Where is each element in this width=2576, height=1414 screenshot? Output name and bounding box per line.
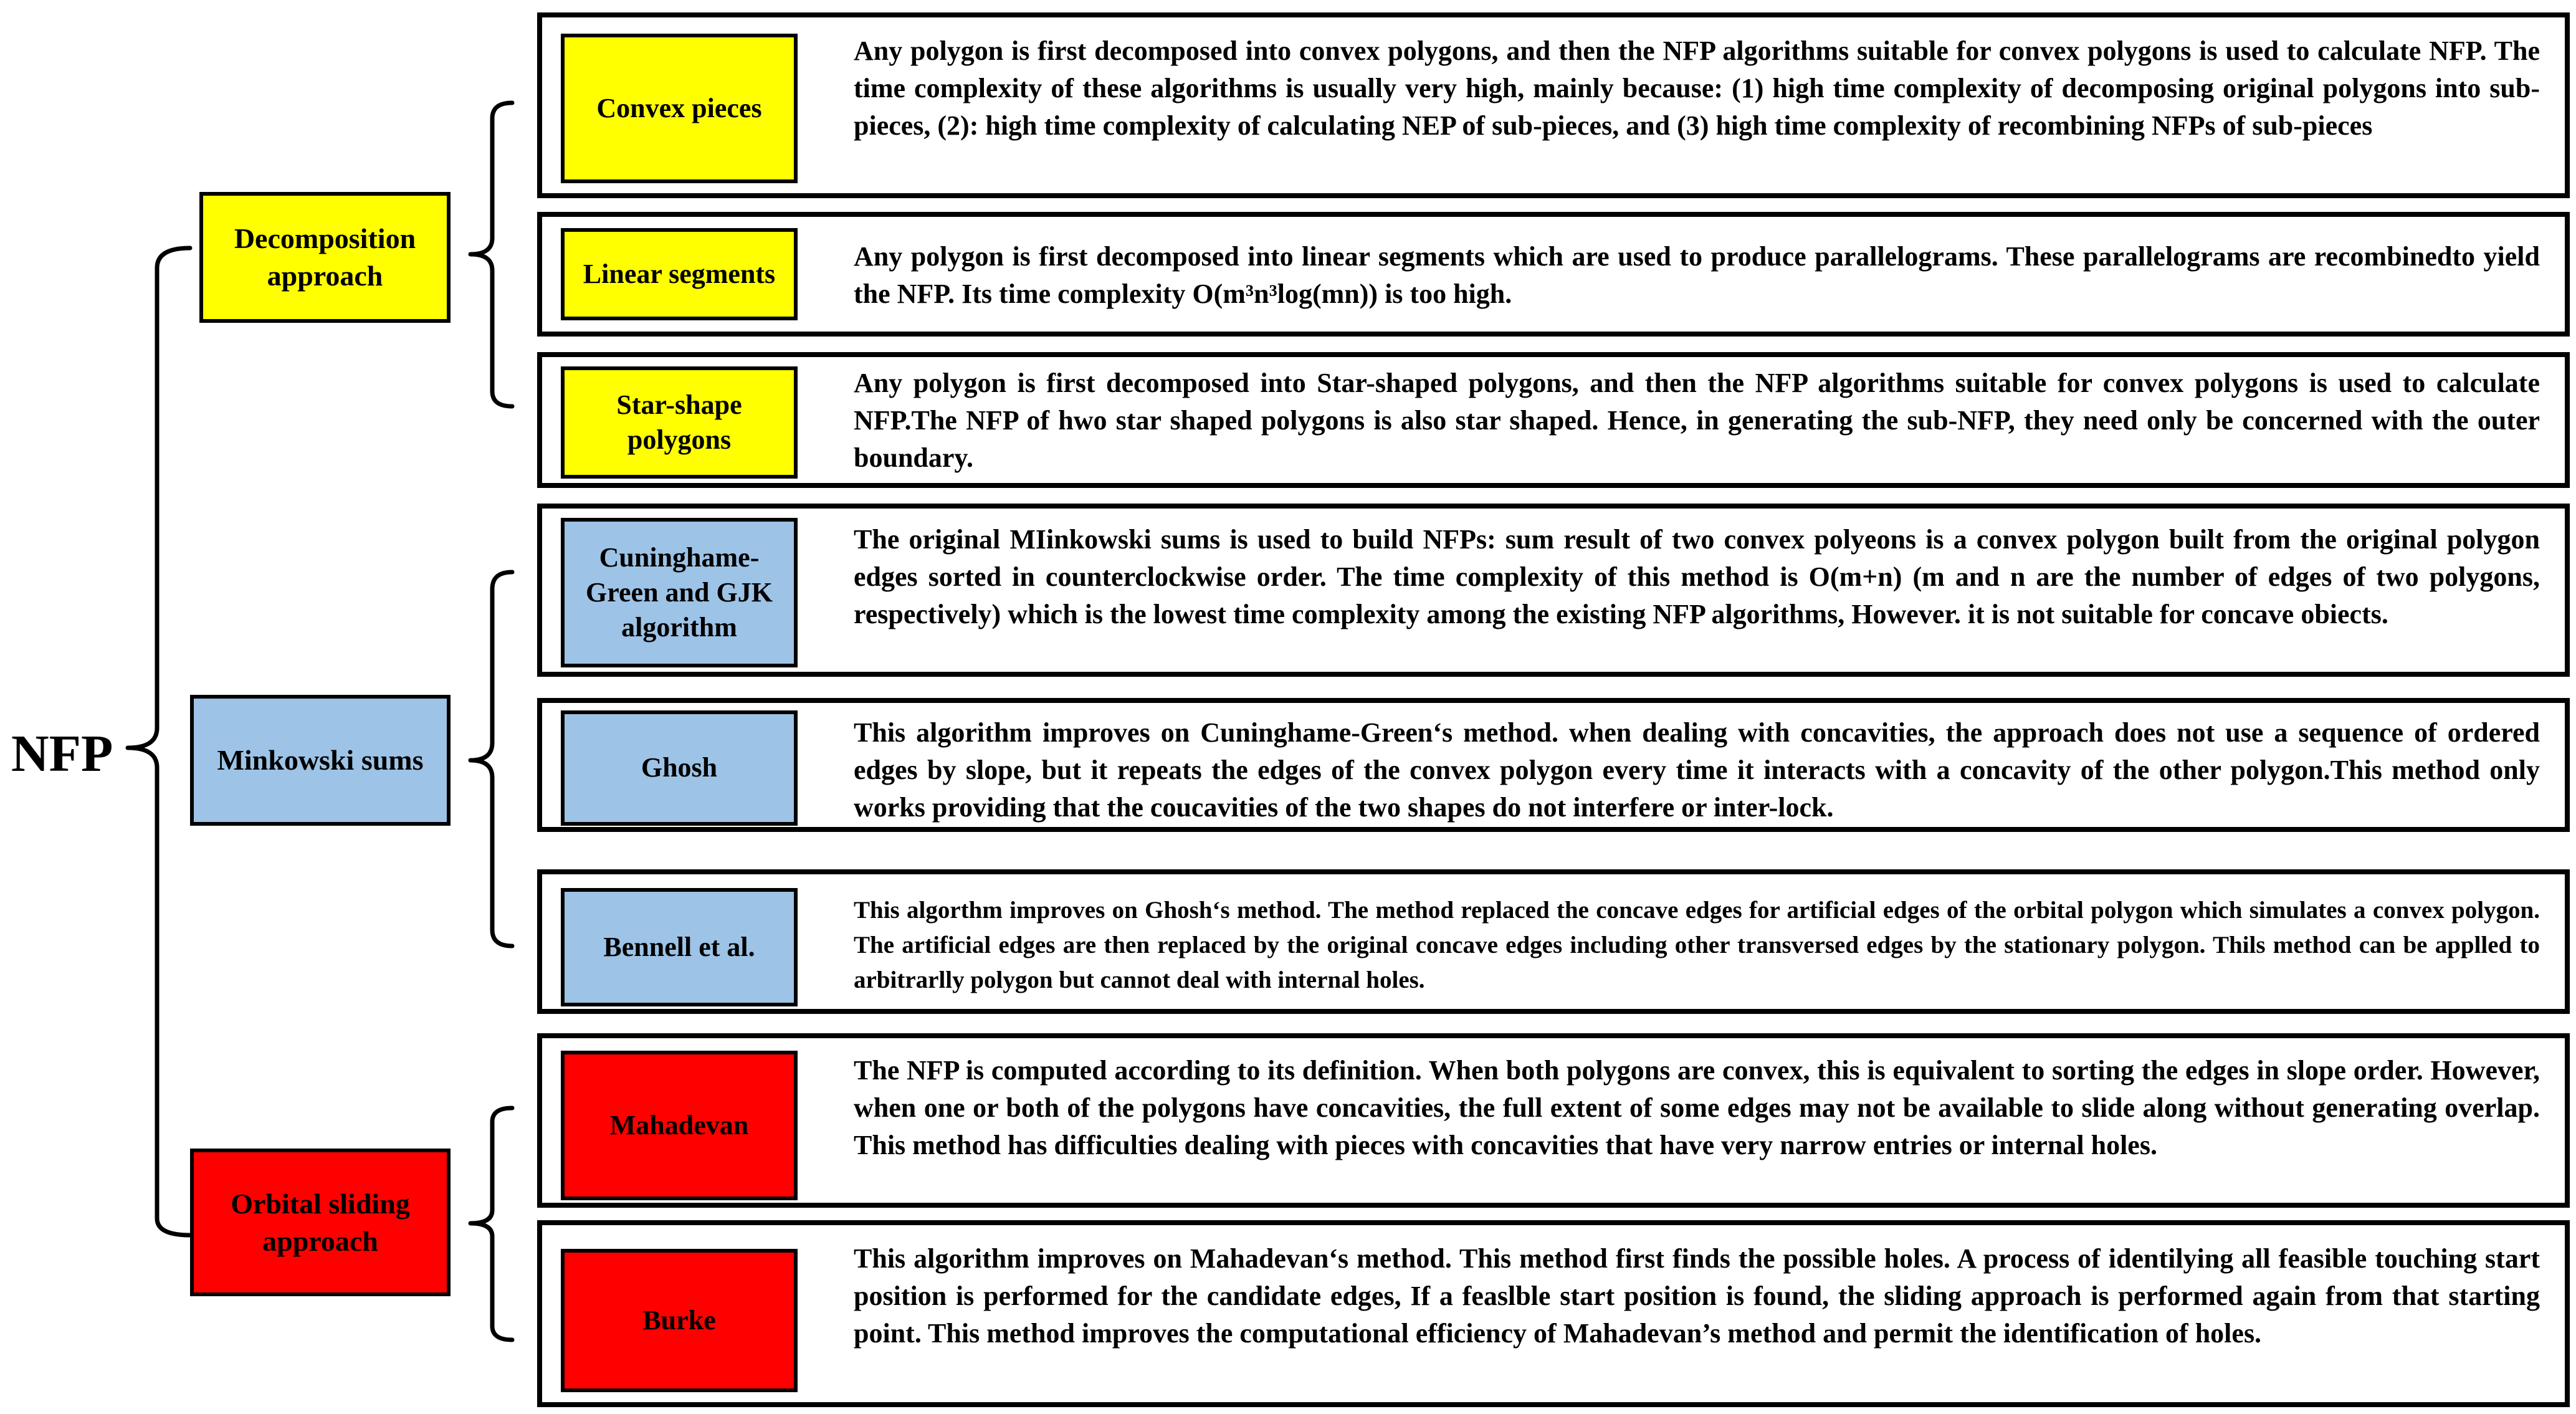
method-description: Any polygon is first decomposed into Star-shaped polygons, and then the NFP algorithms suitable for convex polygons is used to calculate NFP.The NFP of hwo star shaped polygons is also star shaped. Hence, in generating the sub-NFP, they need only be concerned with the outer boundary. [854,368,2540,473]
method-row-linear-segments [537,212,2570,337]
category-orbital: Orbital sliding approach [190,1149,451,1296]
method-star-shape-polygons: Star-shape polygons [561,366,798,479]
method-convex-pieces: Convex pieces [561,34,798,183]
category-decomposition: Decomposition approach [199,192,451,323]
root-label-nfp: NFP [11,725,113,783]
method-row-convex-pieces [537,12,2570,198]
root-brace [128,248,190,1235]
method-mahadevan: Mahadevan [561,1051,798,1200]
orbital-brace [470,1108,512,1340]
method-description: The NFP is computed according to its definition. When both polygons are convex, this is equivalent to sorting the edges in slope order. However, when one or both of the polygons have concavities, the full extent of some edges may not be available to slide along without generating overlap. This method has difficulties dealing with pieces with concavities that have very narrow entries or internal holes. [854,1055,2540,1160]
method-linear-segments: Linear segments [561,228,798,320]
method-ghosh: Ghosh [561,710,798,826]
method-description: This algorithm improves on Cuninghame-Green‘s method. when dealing with concavities, the approach does not use a sequence of ordered edges by slope, but it repeats the edges of the convex polygon every time it interacts with a concavity of the other polygon.This method only works providing that the coucavities of the two shapes do not interfere or inter-lock. [854,717,2540,823]
method-row-ghosh [537,698,2570,832]
method-description: This algorithm improves on Mahadevan‘s method. This method first finds the possible holes. A process of identilying all feasible touching start position is performed for the candidate edges, If a feaslble start position is found, the sliding approach is performed again from that starting point. This method improves the computational efficiency of Mahadevan’s method and permit the identification of holes. [854,1243,2540,1349]
method-description: Any polygon is first decomposed into linear segments which are used to produce parallelograms. These parallelograms are recombinedto yield the NFP. Its time complexity O(m³n³log(mn)) is too high. [854,241,2540,309]
method-row-star-shape [537,352,2570,488]
minkowski-brace [470,572,512,946]
method-description: Any polygon is first decomposed into convex polygons, and then the NFP algorithms suitable for convex polygons is used to calculate NFP. The time complexity of these algorithms is usually very high, mainly because: (1) high time complexity of decomposing original polygons into sub-pieces, (2): high time complexity of calculating NEP of sub-pieces, and (3) high time complexity of recombining NFPs of sub-pieces [854,36,2540,141]
method-row-burke [537,1220,2570,1407]
method-row-bennell [537,869,2570,1014]
method-description: The original MIinkowski sums is used to build NFPs: sum result of two convex polyeons is a convex polygon built from the original polygon edges sorted in counterclockwise order. The time complexity of this method is O(m+n) (m and n are the number of edges of two polygons, respectively) which is the lowest time complexity among the existing NFP algorithms, However. it is not suitable for concave obiects. [854,524,2540,629]
method-bennell-et-al: Bennell et al. [561,888,798,1006]
decomposition-brace [470,103,512,406]
method-description: This algorthm improves on Ghosh‘s method. The method replaced the concave edges for artificial edges of the orbital polygon which simulates a convex polygon. The artificial edges are then replaced by the original concave edges including other transversed edges by the stationary polygon. Thils method can be applled to arbitrarlly polygon but cannot deal with internal holes. [854,897,2540,993]
method-burke: Burke [561,1249,798,1392]
method-row-mahadevan [537,1033,2570,1208]
method-cuninghame-green-gjk: Cuninghame-Green and GJK algorithm [561,518,798,667]
category-minkowski: Minkowski sums [190,695,451,826]
method-row-cuninghame-green [537,504,2570,677]
